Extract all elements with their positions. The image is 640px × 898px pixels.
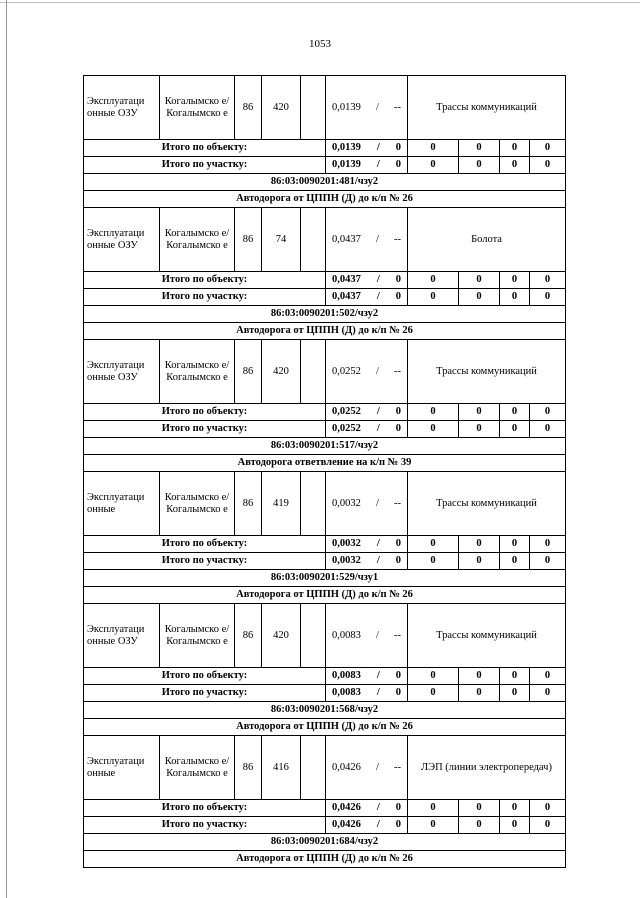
municipality-cell: Когалымско е/ Когалымско е <box>160 604 235 668</box>
object-total-c2: 0 <box>459 668 500 685</box>
area-value: 0,0426 <box>332 761 361 773</box>
table-row-road-name <box>84 323 566 340</box>
quarter-cell: 420 <box>262 76 301 140</box>
plot-total-c2: 0 <box>459 157 500 174</box>
object-total-c1: 0 <box>408 536 459 553</box>
object-total-c1: 0 <box>408 668 459 685</box>
area-value: 0,0032 <box>332 497 361 509</box>
object-total-area-value: 0,0083 <box>332 670 361 681</box>
area-cell <box>326 340 408 404</box>
object-total-c4: 0 <box>530 668 566 685</box>
table-row-plot-total <box>84 553 566 570</box>
purpose-cell: Трассы коммуникаций <box>408 76 566 140</box>
plot-total-area-value: 0,0139 <box>332 159 361 170</box>
quarter-cell: 420 <box>262 340 301 404</box>
object-total-c3: 0 <box>500 800 530 817</box>
plot-total-rest: 0 <box>395 159 401 170</box>
empty-cell <box>301 208 326 272</box>
plot-total-c4: 0 <box>530 685 566 702</box>
municipality-cell: Когалымско е/ Когалымско е <box>160 76 235 140</box>
object-total-c1: 0 <box>408 404 459 421</box>
object-total-label: Итого по объекту: <box>84 272 326 289</box>
object-total-c1: 0 <box>408 272 459 289</box>
area-separator: / <box>375 761 379 773</box>
plot-total-label: Итого по участку: <box>84 553 326 570</box>
table-row-cadastral-number <box>84 834 566 851</box>
plot-total-c3: 0 <box>500 817 530 834</box>
plot-total-separator: / <box>376 555 380 566</box>
plot-total-c3: 0 <box>500 553 530 570</box>
table-row-road-name <box>84 587 566 604</box>
table-row-cadastral-number <box>84 570 566 587</box>
cadastral-number: 86:03:0090201:684/чзу2 <box>84 834 566 851</box>
municipality-cell: Когалымско е/ Когалымско е <box>160 472 235 536</box>
empty-cell <box>301 736 326 800</box>
object-total-area <box>326 536 408 553</box>
table-row-detail <box>84 208 566 272</box>
object-total-c3: 0 <box>500 272 530 289</box>
object-total-rest: 0 <box>395 538 401 549</box>
municipality-cell: Когалымско е/ Когалымско е <box>160 736 235 800</box>
object-total-separator: / <box>376 274 380 285</box>
object-total-c2: 0 <box>459 272 500 289</box>
table-row-detail <box>84 604 566 668</box>
area-separator: / <box>375 101 379 113</box>
plot-total-area-value: 0,0437 <box>332 291 361 302</box>
table-row-object-total <box>84 140 566 157</box>
table-row-detail <box>84 736 566 800</box>
plot-total-rest: 0 <box>395 423 401 434</box>
area-separator: / <box>375 497 379 509</box>
table-row-object-total <box>84 404 566 421</box>
table-row-cadastral-number <box>84 702 566 719</box>
object-total-c1: 0 <box>408 800 459 817</box>
area-rest: -- <box>393 497 401 509</box>
area-rest: -- <box>393 629 401 641</box>
table-row-detail <box>84 76 566 140</box>
plot-total-separator: / <box>376 819 380 830</box>
object-total-area-value: 0,0139 <box>332 142 361 153</box>
plot-total-c1: 0 <box>408 157 459 174</box>
municipality-cell: Когалымско е/ Когалымско е <box>160 208 235 272</box>
plot-total-c4: 0 <box>530 157 566 174</box>
cadastral-number: 86:03:0090201:502/чзу2 <box>84 306 566 323</box>
plot-total-area-value: 0,0083 <box>332 687 361 698</box>
plot-total-separator: / <box>376 687 380 698</box>
plot-total-area <box>326 685 408 702</box>
object-total-rest: 0 <box>395 142 401 153</box>
object-total-area-value: 0,0437 <box>332 274 361 285</box>
plot-total-c4: 0 <box>530 553 566 570</box>
plot-total-c1: 0 <box>408 685 459 702</box>
table-row-cadastral-number <box>84 174 566 191</box>
plot-total-area-value: 0,0252 <box>332 423 361 434</box>
empty-cell <box>301 472 326 536</box>
object-total-c2: 0 <box>459 800 500 817</box>
zone-cell: Эксплуатаци онные ОЗУ <box>84 340 160 404</box>
plot-total-c2: 0 <box>459 289 500 306</box>
plot-total-c1: 0 <box>408 421 459 438</box>
area-rest: -- <box>393 365 401 377</box>
region-cell: 86 <box>235 472 262 536</box>
table-row-detail <box>84 340 566 404</box>
cadastral-number: 86:03:0090201:481/чзу2 <box>84 174 566 191</box>
table-row-cadastral-number <box>84 306 566 323</box>
object-total-area-value: 0,0426 <box>332 802 361 813</box>
object-total-c2: 0 <box>459 404 500 421</box>
table-row-plot-total <box>84 157 566 174</box>
table-row-object-total <box>84 668 566 685</box>
cadastral-number: 86:03:0090201:568/чзу2 <box>84 702 566 719</box>
plot-total-c1: 0 <box>408 817 459 834</box>
scan-top-edge <box>0 2 640 3</box>
zone-cell: Эксплуатаци онные <box>84 472 160 536</box>
road-name: Автодорога от ЦППН (Д) до к/п № 26 <box>84 191 566 208</box>
quarter-cell: 74 <box>262 208 301 272</box>
plot-total-rest: 0 <box>395 291 401 302</box>
area-value: 0,0083 <box>332 629 361 641</box>
object-total-label: Итого по объекту: <box>84 668 326 685</box>
page-number: 1053 <box>309 38 331 50</box>
object-total-c3: 0 <box>500 404 530 421</box>
object-total-rest: 0 <box>395 802 401 813</box>
table-row-object-total <box>84 536 566 553</box>
plot-total-c1: 0 <box>408 289 459 306</box>
region-cell: 86 <box>235 604 262 668</box>
object-total-c4: 0 <box>530 404 566 421</box>
object-total-c2: 0 <box>459 140 500 157</box>
plot-total-label: Итого по участку: <box>84 685 326 702</box>
object-total-label: Итого по объекту: <box>84 404 326 421</box>
table-row-detail <box>84 472 566 536</box>
object-total-area <box>326 800 408 817</box>
area-cell <box>326 472 408 536</box>
plot-total-c2: 0 <box>459 553 500 570</box>
area-separator: / <box>375 629 379 641</box>
object-total-separator: / <box>376 670 380 681</box>
plot-total-separator: / <box>376 423 380 434</box>
road-name: Автодорога от ЦППН (Д) до к/п № 26 <box>84 851 566 868</box>
road-name: Автодорога от ЦППН (Д) до к/п № 26 <box>84 719 566 736</box>
table-row-plot-total <box>84 421 566 438</box>
object-total-c2: 0 <box>459 536 500 553</box>
object-total-area <box>326 272 408 289</box>
plot-total-area <box>326 553 408 570</box>
area-rest: -- <box>393 761 401 773</box>
area-rest: -- <box>393 101 401 113</box>
object-total-separator: / <box>376 802 380 813</box>
scan-left-edge <box>6 0 7 898</box>
plot-total-c3: 0 <box>500 289 530 306</box>
plot-total-label: Итого по участку: <box>84 817 326 834</box>
area-value: 0,0437 <box>332 233 361 245</box>
plot-total-area <box>326 421 408 438</box>
plot-total-rest: 0 <box>395 819 401 830</box>
object-total-rest: 0 <box>395 274 401 285</box>
empty-cell <box>301 604 326 668</box>
object-total-c4: 0 <box>530 536 566 553</box>
area-cell <box>326 76 408 140</box>
area-cell <box>326 736 408 800</box>
zone-cell: Эксплуатаци онные ОЗУ <box>84 76 160 140</box>
plot-total-c3: 0 <box>500 685 530 702</box>
cadastral-number: 86:03:0090201:517/чзу2 <box>84 438 566 455</box>
plot-total-rest: 0 <box>395 687 401 698</box>
object-total-rest: 0 <box>395 406 401 417</box>
zone-cell: Эксплуатаци онные <box>84 736 160 800</box>
quarter-cell: 419 <box>262 472 301 536</box>
purpose-cell: Трассы коммуникаций <box>408 604 566 668</box>
road-name: Автодорога ответвление на к/п № 39 <box>84 455 566 472</box>
area-value: 0,0252 <box>332 365 361 377</box>
plot-total-rest: 0 <box>395 555 401 566</box>
object-total-separator: / <box>376 406 380 417</box>
object-total-c4: 0 <box>530 140 566 157</box>
object-total-area <box>326 140 408 157</box>
plot-total-label: Итого по участку: <box>84 157 326 174</box>
area-cell <box>326 604 408 668</box>
object-total-label: Итого по объекту: <box>84 536 326 553</box>
area-cell <box>326 208 408 272</box>
quarter-cell: 416 <box>262 736 301 800</box>
purpose-cell: ЛЭП (линии электропередач) <box>408 736 566 800</box>
object-total-label: Итого по объекту: <box>84 800 326 817</box>
region-cell: 86 <box>235 208 262 272</box>
plot-total-area <box>326 289 408 306</box>
table-row-object-total <box>84 800 566 817</box>
road-name: Автодорога от ЦППН (Д) до к/п № 26 <box>84 323 566 340</box>
table-row-road-name <box>84 719 566 736</box>
region-cell: 86 <box>235 736 262 800</box>
object-total-area-value: 0,0032 <box>332 538 361 549</box>
plot-total-area-value: 0,0426 <box>332 819 361 830</box>
object-total-area-value: 0,0252 <box>332 406 361 417</box>
object-total-c3: 0 <box>500 668 530 685</box>
region-cell: 86 <box>235 340 262 404</box>
quarter-cell: 420 <box>262 604 301 668</box>
object-total-rest: 0 <box>395 670 401 681</box>
plot-total-c4: 0 <box>530 817 566 834</box>
object-total-area <box>326 668 408 685</box>
table-row-cadastral-number <box>84 438 566 455</box>
plot-total-label: Итого по участку: <box>84 289 326 306</box>
plot-total-separator: / <box>376 291 380 302</box>
object-total-c4: 0 <box>530 272 566 289</box>
plot-total-area <box>326 817 408 834</box>
table-row-plot-total <box>84 817 566 834</box>
object-total-c3: 0 <box>500 140 530 157</box>
plot-total-label: Итого по участку: <box>84 421 326 438</box>
zone-cell: Эксплуатаци онные ОЗУ <box>84 604 160 668</box>
plot-total-area <box>326 157 408 174</box>
table-row-road-name <box>84 191 566 208</box>
plot-total-c2: 0 <box>459 817 500 834</box>
empty-cell <box>301 76 326 140</box>
plot-total-c4: 0 <box>530 421 566 438</box>
object-total-separator: / <box>376 142 380 153</box>
purpose-cell: Трассы коммуникаций <box>408 472 566 536</box>
object-total-label: Итого по объекту: <box>84 140 326 157</box>
land-plots-table <box>83 75 566 868</box>
table-row-plot-total <box>84 685 566 702</box>
cadastral-number: 86:03:0090201:529/чзу1 <box>84 570 566 587</box>
area-separator: / <box>375 365 379 377</box>
area-separator: / <box>375 233 379 245</box>
table-row-object-total <box>84 272 566 289</box>
table-row-road-name <box>84 455 566 472</box>
object-total-separator: / <box>376 538 380 549</box>
object-total-area <box>326 404 408 421</box>
table-row-road-name <box>84 851 566 868</box>
plot-total-area-value: 0,0032 <box>332 555 361 566</box>
table-row-plot-total <box>84 289 566 306</box>
object-total-c3: 0 <box>500 536 530 553</box>
region-cell: 86 <box>235 76 262 140</box>
plot-total-c3: 0 <box>500 421 530 438</box>
purpose-cell: Болота <box>408 208 566 272</box>
plot-total-c2: 0 <box>459 421 500 438</box>
zone-cell: Эксплуатаци онные ОЗУ <box>84 208 160 272</box>
road-name: Автодорога от ЦППН (Д) до к/п № 26 <box>84 587 566 604</box>
area-rest: -- <box>393 233 401 245</box>
plot-total-c2: 0 <box>459 685 500 702</box>
object-total-c1: 0 <box>408 140 459 157</box>
plot-total-separator: / <box>376 159 380 170</box>
plot-total-c3: 0 <box>500 157 530 174</box>
area-value: 0,0139 <box>332 101 361 113</box>
municipality-cell: Когалымско е/ Когалымско е <box>160 340 235 404</box>
plot-total-c1: 0 <box>408 553 459 570</box>
object-total-c4: 0 <box>530 800 566 817</box>
plot-total-c4: 0 <box>530 289 566 306</box>
empty-cell <box>301 340 326 404</box>
purpose-cell: Трассы коммуникаций <box>408 340 566 404</box>
